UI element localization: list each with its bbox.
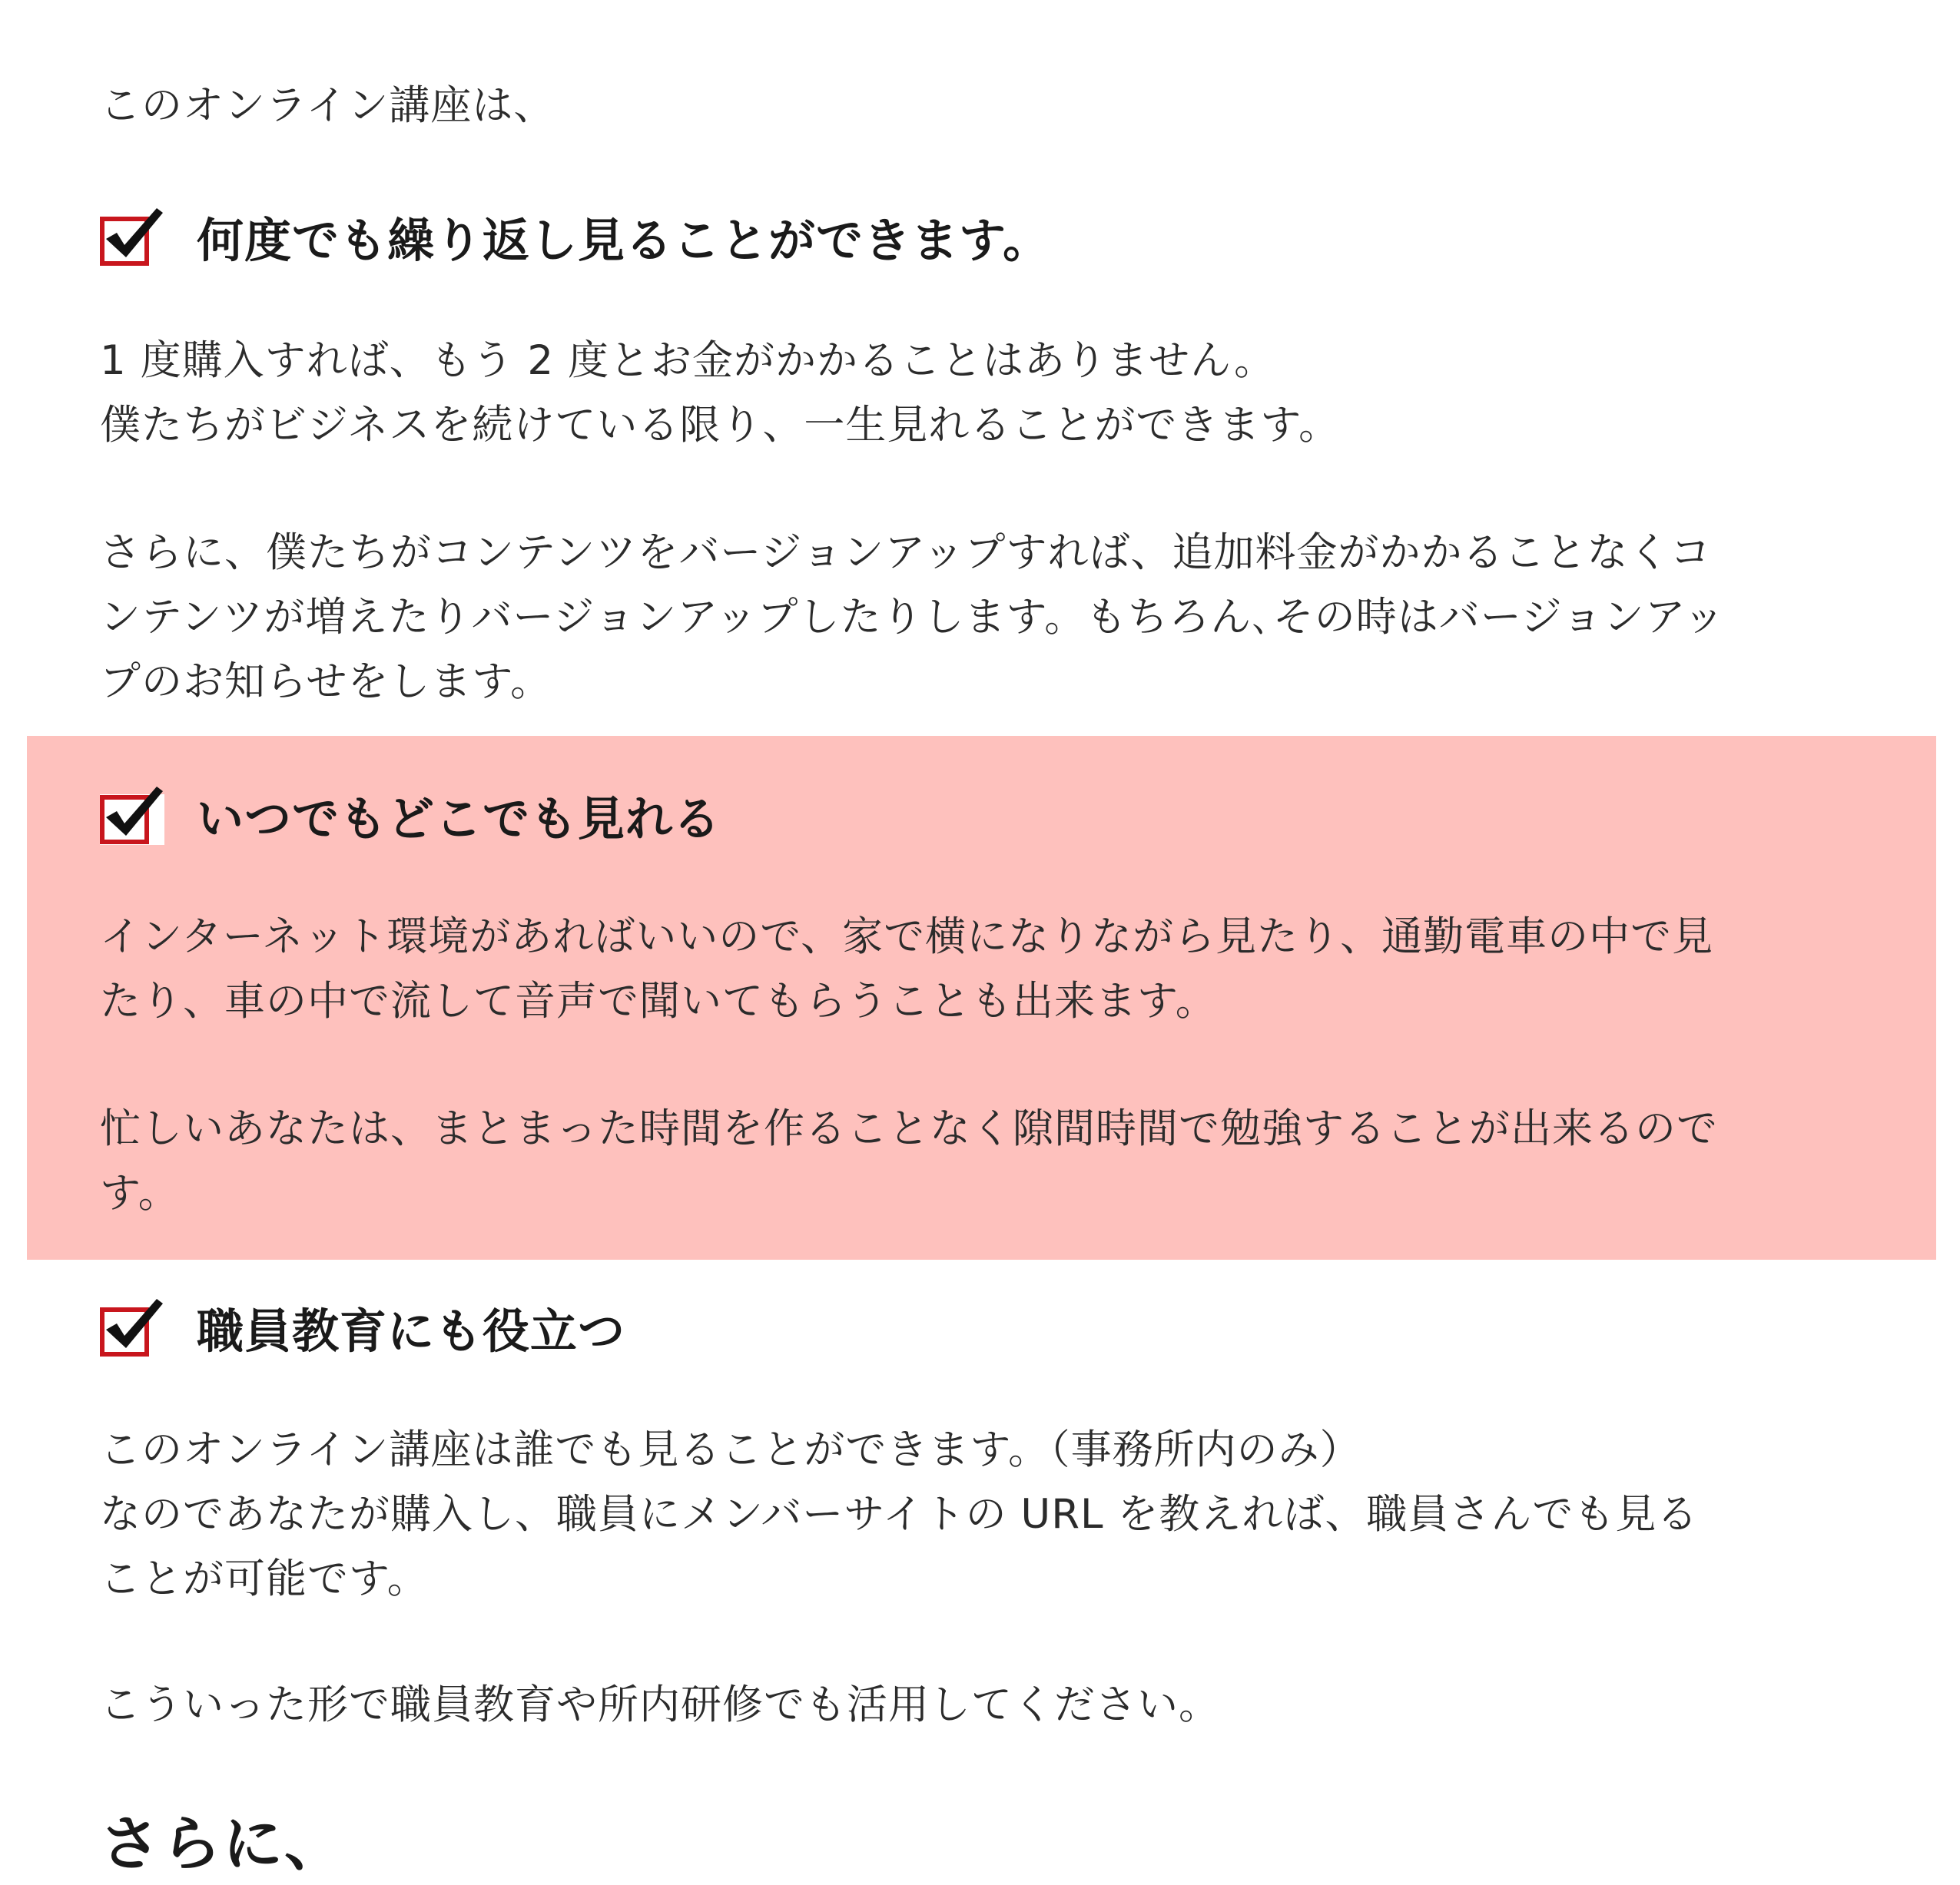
feature-2-paragraph-1: インターネット環境があればいいので、家で横になりながら見たり、通勤電車の中で見 たり、車の中で流して音声で聞いてもらうことも出来ます。 (100, 913, 1714, 1025)
feature-3-paragraph-1: このオンライン講座は誰でも見ることができます。（事務所内のみ） なのであなたが購入し、職員にメンバーサイトの URL を教えれば、職員さんでも見る ことが可能です。 (100, 1426, 1699, 1602)
feature-heading-2 (100, 780, 721, 850)
section-title: さらに、 (100, 1810, 347, 1879)
feature-2-paragraph-2: 忙しいあなたは、まとまった時間を作ることなく隙間時間で勉強することが出来るので す。 (100, 1105, 1718, 1217)
feature-3-paragraph-2: こういった形で職員教育や所内研修でも活用してください。 (100, 1681, 1220, 1728)
feature-heading-text: 何度でも繰り返し見ることができます。 (197, 213, 1051, 268)
feature-heading-text: 職員教育にも役立つ (197, 1304, 626, 1359)
intro-text: このオンライン講座は、 (100, 82, 555, 129)
checked-box-icon (100, 210, 154, 263)
feature-heading-3 (100, 1293, 625, 1362)
feature-heading-1 (100, 202, 1050, 271)
feature-heading-text: いつでもどこでも見れる (197, 791, 721, 846)
feature-1-paragraph-1: 1 度購入すれば、もう 2 度とお金がかかることはありません。 僕たちがビジネスを続けている限り、一生見れることができます。 (100, 337, 1341, 449)
checked-box-icon (100, 788, 154, 842)
feature-1-paragraph-2: さらに、僕たちがコンテンツをバージョンアップすれば、追加料金がかかることなくコ ンテンツが増えたりバージョンアップしたりします。もちろん､その時はバージョンアッ プのお知らせをします。 (100, 529, 1725, 705)
checked-box-icon (100, 1300, 154, 1354)
